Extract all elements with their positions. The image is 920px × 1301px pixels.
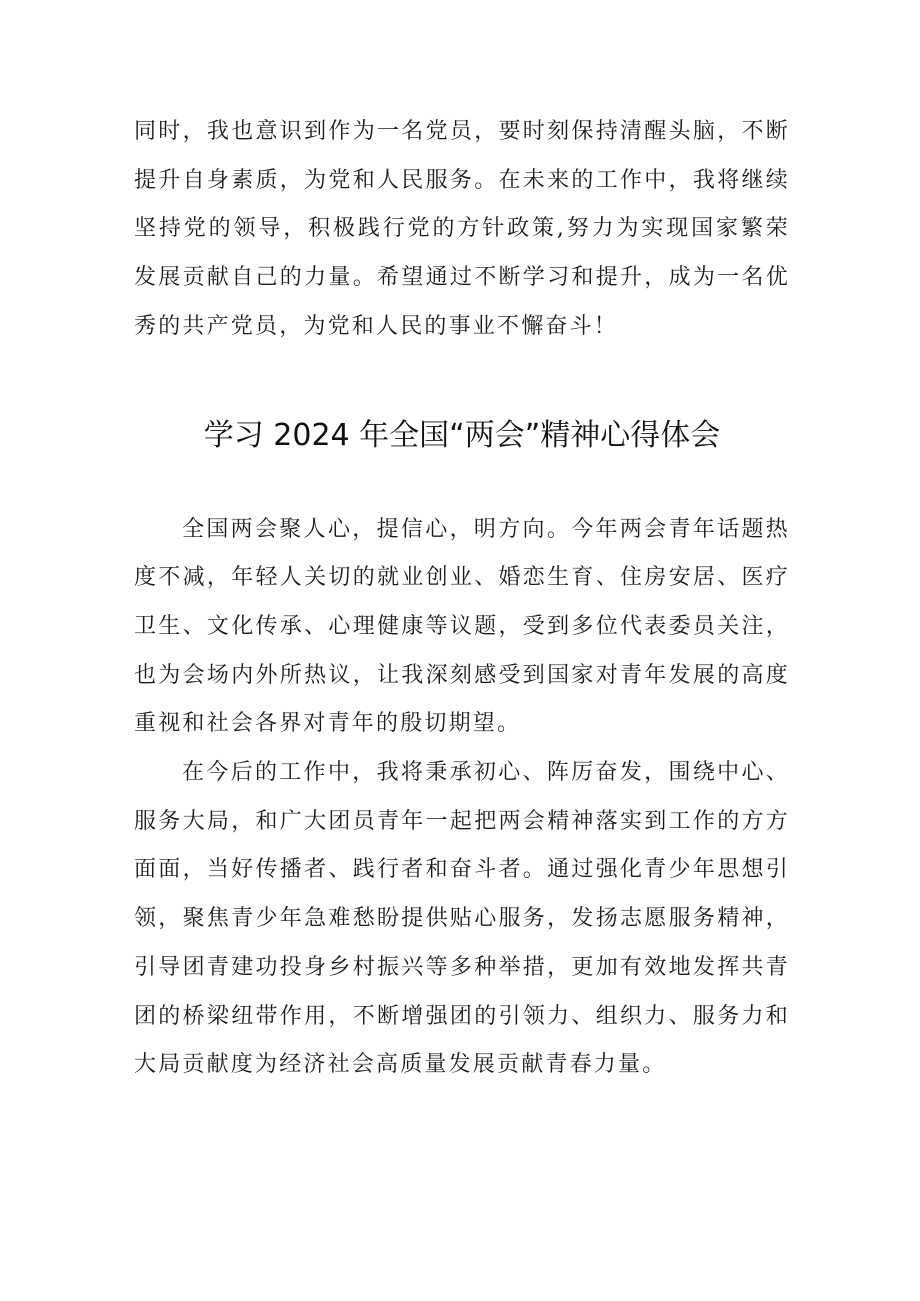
document-title: 学习 2024 年全国“两会”精神心得体会 xyxy=(203,417,721,453)
intro-paragraph: 同时，我也意识到作为一名党员，要时刻保持清醒头脑，不断提升自身素质，为党和人民服务。在未来的工作中，我将继续坚持党的领导，积极践行党的方针政策,努力为实现国家繁荣发展贡献自己的力量。希望通过不断学习和提升，成为一名优秀的共产党员，为党和人民的事业不懈奋斗！ xyxy=(134,119,790,339)
document-body xyxy=(134,108,790,1090)
body-paragraph-2: 在今后的工作中，我将秉承初心、阵厉奋发，围绕中心、服务大局，和广大团员青年一起把两会精神落实到工作的方方面面，当好传播者、践行者和奋斗者。通过强化青少年思想引领，聚焦青少年急难愁盼提供贴心服务，发扬志愿服务精神，引导团青建功投身乡村振兴等多种举措，更加有效地发挥共青团的桥梁纽带作用，不断增强团的引领力、组织力、服务力和大局贡献度为经济社会高质量发展贡献青春力量。 xyxy=(134,760,790,1078)
body-paragraph-1: 全国两会聚人心，提信心，明方向。今年两会青年话题热度不减，年轻人关切的就业创业、婚恋生育、住房安居、医疗卫生、文化传承、心理健康等议题，受到多位代表委员关注，也为会场内外所热议，让我深刻感受到国家对青年发展的高度重视和社会各界对青年的殷切期望。 xyxy=(134,516,790,737)
